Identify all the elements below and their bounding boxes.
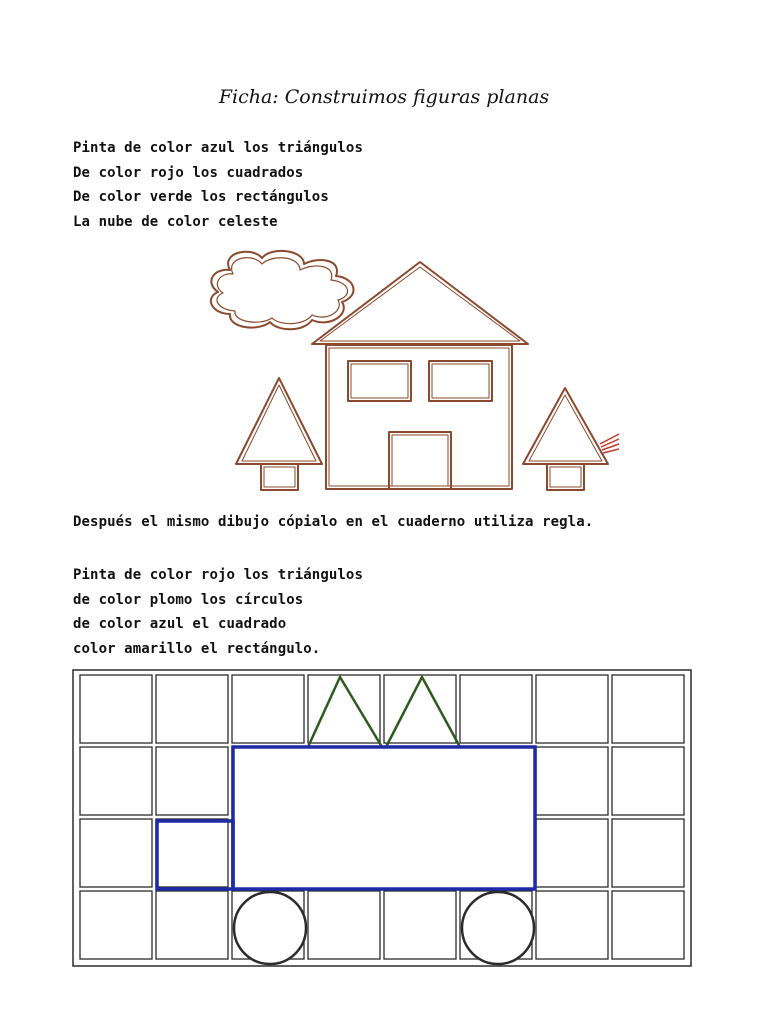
- house-door-square: [389, 432, 451, 489]
- grid-cell: [384, 675, 456, 743]
- house-roof-triangle-inner: [320, 267, 520, 341]
- small-square: [157, 821, 233, 889]
- instruction-line: De color rojo los cuadrados: [73, 164, 304, 181]
- house-window-right: [429, 361, 492, 401]
- house-window-right-inner: [432, 364, 489, 398]
- grid-cell: [612, 819, 684, 887]
- circle-left: [234, 892, 306, 964]
- grid-cell: [536, 891, 608, 959]
- cloud-shape: [211, 251, 354, 329]
- left-tree-triangle: [236, 378, 322, 464]
- grid-cell: [536, 819, 608, 887]
- grid-cell: [460, 675, 532, 743]
- circle-right: [462, 892, 534, 964]
- instructions-second: [73, 563, 363, 661]
- grid-cell: [536, 675, 608, 743]
- house-roof-triangle: [312, 262, 528, 344]
- cloud-shape-inner: [217, 258, 348, 324]
- copy-instruction: Después el mismo dibujo cópialo en el cuaderno utiliza regla.: [73, 514, 594, 530]
- instructions-first: [73, 136, 363, 234]
- house-drawing: [200, 248, 625, 498]
- grid-figure: [70, 665, 696, 970]
- grid-cell: [612, 891, 684, 959]
- house-window-left-inner: [351, 364, 408, 398]
- triangle-right: [386, 677, 460, 747]
- grid-cell: [384, 891, 456, 959]
- grid-cell: [80, 675, 152, 743]
- instruction-line: Pinta de color azul los triángulos: [73, 140, 363, 156]
- right-tree-trunk-inner: [550, 467, 581, 487]
- house-window-left: [348, 361, 411, 401]
- instruction-line: de color plomo los círculos: [73, 591, 304, 608]
- left-tree-triangle-inner: [242, 385, 316, 461]
- grid-cell: [308, 891, 380, 959]
- house-body-rectangle: [326, 345, 512, 489]
- house-body-inner: [329, 348, 509, 486]
- scribble-mark: [600, 434, 619, 453]
- triangle-left: [308, 677, 382, 747]
- instruction-line: De color verde los rectángulos: [73, 189, 329, 205]
- grid-cell: [536, 747, 608, 815]
- grid-cell: [232, 675, 304, 743]
- grid-cell: [80, 891, 152, 959]
- instruction-line: de color azul el cuadrado: [73, 616, 287, 632]
- right-tree-trunk: [547, 464, 584, 490]
- grid-cell: [156, 675, 228, 743]
- grid-cell: [156, 891, 228, 959]
- right-tree-triangle: [523, 388, 608, 464]
- house-door-inner: [392, 435, 448, 486]
- grid-cell: [80, 819, 152, 887]
- instruction-line: La nube de color celeste: [73, 213, 278, 230]
- instruction-line: Pinta de color rojo los triángulos: [73, 567, 363, 583]
- left-tree-trunk-inner: [264, 467, 295, 487]
- center-rectangle: [233, 747, 535, 889]
- instruction-line: color amarillo el rectángulo.: [73, 640, 321, 657]
- grid-cell: [80, 747, 152, 815]
- worksheet-title: Ficha: Construimos figuras planas: [218, 86, 550, 108]
- grid-cell: [156, 747, 228, 815]
- grid-cell: [612, 675, 684, 743]
- grid-cell: [156, 819, 228, 887]
- left-tree-trunk: [261, 464, 298, 490]
- right-tree-triangle-inner: [529, 395, 602, 461]
- grid-cell: [612, 747, 684, 815]
